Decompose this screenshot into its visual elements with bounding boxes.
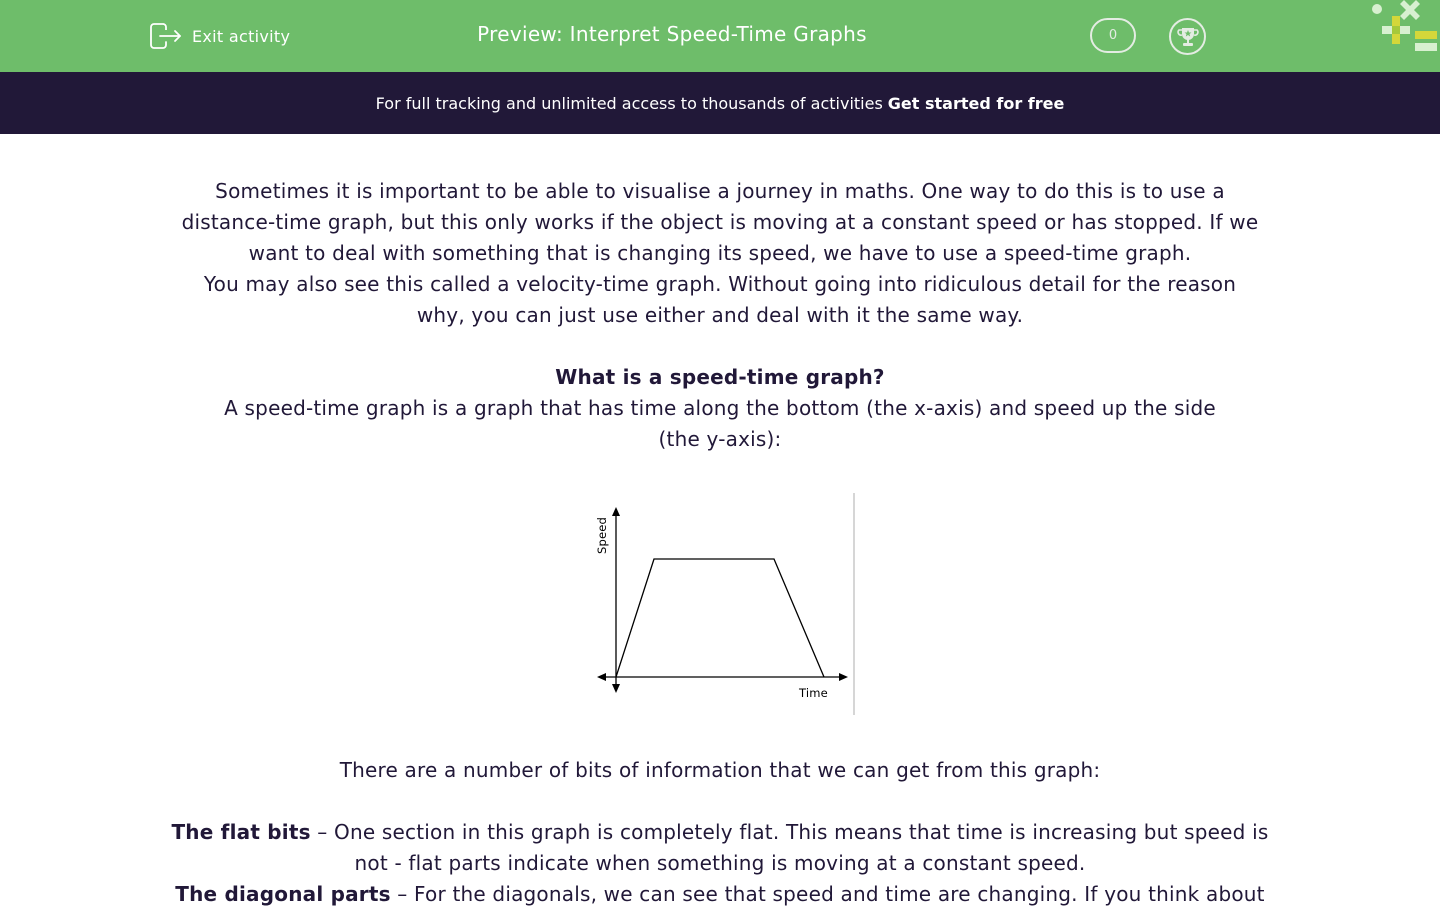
section-heading: What is a speed-time graph? [555, 365, 885, 389]
intro-line: want to deal with something that is changing its speed, we have to use a speed-time graph. [248, 241, 1192, 265]
diagonal-text: – For the diagonals, we can see that speed and time are changing. If you think about [390, 882, 1265, 906]
intro-line: You may also see this called a velocity-time graph. Without going into ridiculous detail for the reason [203, 272, 1237, 296]
lesson-content [150, 176, 1290, 910]
exit-activity-label: Exit activity [192, 26, 291, 46]
flat-bits-term: The flat bits [171, 820, 311, 844]
diagonal-paragraph [150, 879, 1290, 910]
info-intro: There are a number of bits of information that we can get from this graph: [339, 758, 1101, 782]
intro-line: distance-time graph, but this only works if the object is moving at a constant speed or has stopped. If we [181, 210, 1259, 234]
brand-logo [1366, 0, 1440, 56]
page-title: Preview: Interpret Speed-Time Graphs [477, 22, 867, 46]
diagonal-term: The diagonal parts [175, 882, 391, 906]
flat-bits-line2: not - flat parts indicate when something is moving at a constant speed. [354, 851, 1086, 875]
exit-activity-button[interactable] [149, 20, 290, 52]
figure-container [150, 455, 1290, 755]
definition-line: (the y-axis): [658, 427, 782, 451]
score-counter: 0 [1090, 18, 1136, 53]
speed-time-graph-figure [590, 491, 860, 716]
promo-banner [0, 72, 1440, 134]
promo-text: For full tracking and unlimited access to thousands of activities [375, 93, 883, 113]
get-started-link[interactable]: Get started for free [887, 93, 1065, 113]
intro-line: why, you can just use either and deal with it the same way. [416, 303, 1024, 327]
trophy-button[interactable] [1169, 18, 1206, 55]
trophy-icon [1176, 25, 1200, 49]
exit-icon [149, 21, 183, 51]
flat-bits-text: – One section in this graph is completely flat. This means that time is increasing but speed is [310, 820, 1269, 844]
top-bar [0, 0, 1440, 72]
x-axis-label: Time [799, 686, 828, 700]
intro-line: Sometimes it is important to be able to visualise a journey in maths. One way to do this is to use a [215, 179, 1225, 203]
flat-bits-paragraph [150, 817, 1290, 848]
definition-line: A speed-time graph is a graph that has time along the bottom (the x-axis) and speed up the side [224, 396, 1216, 420]
y-axis-label: Speed [595, 516, 609, 554]
